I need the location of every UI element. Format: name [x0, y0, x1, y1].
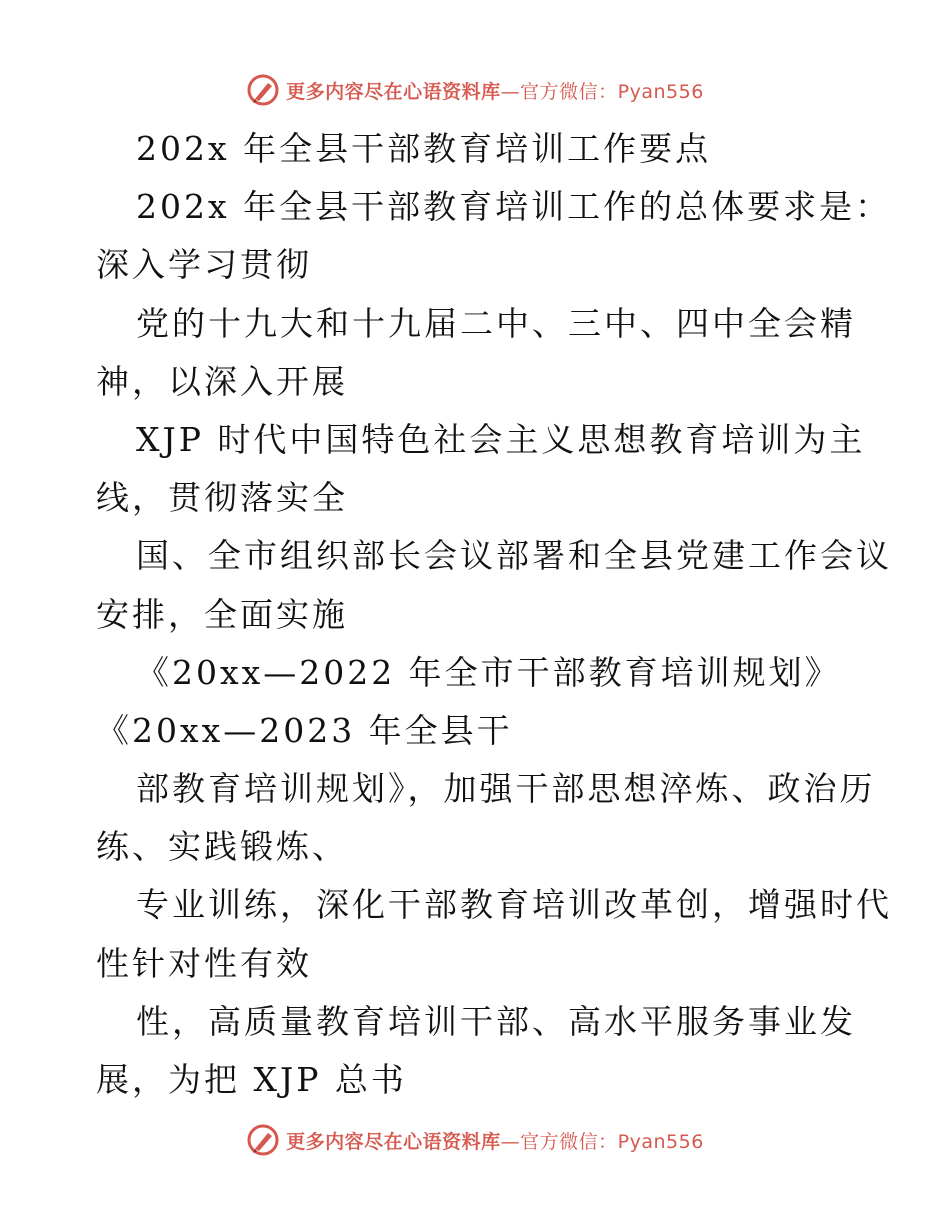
document-line: 国、全市组织部长会议部署和全县党建工作会议 — [136, 536, 892, 576]
watermark-separator: — — [500, 1130, 521, 1153]
document-line: 线，贯彻落实全 — [96, 478, 348, 518]
document-line: 《20xx—2022 年全市干部教育培训规划》 — [136, 652, 841, 692]
document-line: 性，高质量教育培训干部、高水平服务事业发 — [136, 1001, 856, 1041]
document-line: 展，为把 XJP 总书 — [96, 1060, 407, 1099]
document-line: 202x 年全县干部教育培训工作的总体要求是： — [136, 187, 892, 227]
watermark-contact: 官方微信：Pyan556 — [520, 80, 704, 103]
document-line: 202x 年全县干部教育培训工作要点 — [136, 129, 712, 168]
pen-logo-icon — [246, 1123, 280, 1157]
document-line: 神，以深入开展 — [96, 361, 348, 401]
document-line: 安排，全面实施 — [96, 594, 348, 634]
document-body — [96, 120, 892, 1109]
watermark-separator: — — [500, 80, 521, 103]
document-line: 部教育培训规划》，加强干部思想淬炼、政治历 — [136, 769, 876, 809]
document-line: 专业训练，深化干部教育培训改革创，增强时代 — [136, 885, 892, 925]
document-line: XJP 时代中国特色社会主义思想教育培训为主 — [136, 419, 866, 459]
document-line: 《20xx—2023 年全县干 — [96, 710, 513, 750]
header-watermark — [0, 68, 950, 112]
pen-logo-icon — [246, 73, 280, 107]
document-line: 深入学习贯彻 — [96, 245, 312, 285]
watermark-contact: 官方微信：Pyan556 — [520, 1130, 704, 1153]
document-line: 党的十九大和十九届二中、三中、四中全会精 — [136, 303, 856, 343]
watermark-brand: 更多内容尽在心语资料库 — [286, 80, 501, 103]
footer-watermark — [0, 1118, 950, 1162]
watermark-text — [286, 1127, 704, 1154]
document-line: 练、实践锻炼、 — [96, 827, 348, 867]
watermark-brand: 更多内容尽在心语资料库 — [286, 1130, 501, 1153]
document-line: 性针对性有效 — [96, 943, 312, 983]
watermark-text — [286, 77, 704, 104]
